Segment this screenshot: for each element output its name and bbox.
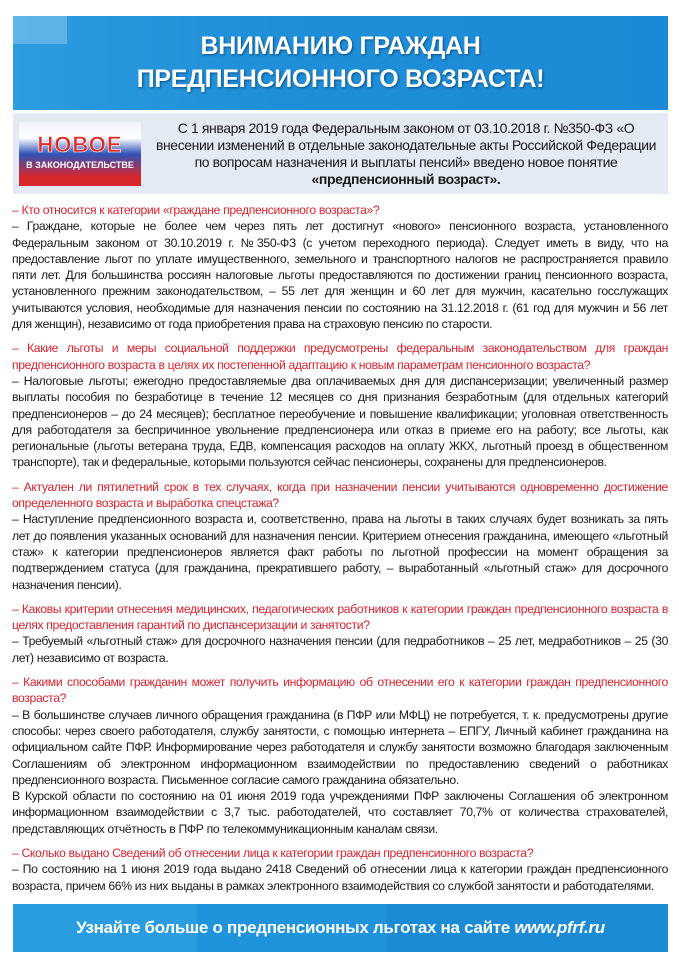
footer-banner — [13, 904, 668, 952]
faq-answer: – Граждане, которые не более чем через пять лет достигнут «нового» пенсионного возраста, установленного Федеральным законом от 30.10.2019 г. №350-ФЗ (с учетом переходного периода). Следует иметь в виду, что на предоставление льгот по уплате имущественного, земельного и транспортного налогов не распространяется правило пяти лет. Для большинства россиян налоговые льготы предоставляются по достижении границ пенсионного возраста, установленного прежним законодательством, – 55 лет для женщин и 60 лет для мужчин, касательно госслужащих учитываются условия, необходимые для назначения пенсии по состоянию на 31.12.2018 г. (61 год для мужчин и 56 лет для женщин), независимо от года приобретения права на страховую пенсию по старости. — [12, 219, 668, 332]
faq-question: – Актуален ли пятилетний срок в тех случаях, когда при назначении пенсии учитываются одновременно достижение определенного возраста и выработка спецстажа? — [12, 479, 668, 511]
footer-text: Узнайте больше о предпенсионных льготах на сайте — [76, 917, 515, 937]
faq-question: – Каковы критерии отнесения медицинских, педагогических работников к категории граждан предпенсионного возраста в целях предоставления гарантий по диспансеризации и занятости? — [12, 601, 668, 633]
faq-item-1 — [12, 202, 668, 332]
faq-answer-extra: В Курской области по состоянию на 01 июня 2019 года учреждениями ПФР заключены Соглашения об электронном информационном взаимодействии с 3,7 тыс. работодателей, что составляет 70,7% от количества страхователей, представляющих отчётность в ПФР по телекоммуникационным каналам связи. — [12, 789, 668, 836]
intro-panel — [13, 113, 668, 194]
faq-item-5 — [12, 674, 668, 837]
faq-answer: – Налоговые льготы; ежегодно предоставляемые два оплачиваемых дня для диспансеризации; увеличенный размер выплаты пособия по безработице в течение 12 месяцев со дня признания безработным (для отдельных категорий предпенсионеров – до 24 месяцев); бесплатное переобучение и повышение квалификации; уголовная ответственность для работодателя за беспричинное увольнение предпенсионера или отказ в приеме его на работу; все льготы, как региональные (льготы ветерана труда, ЕДВ, компенсация расходов на оплату ЖКХ, льготный проезд в общественном транспорте), так и федеральные, которыми пользуются сейчас пенсионеры, сохранены для предпенсионеров. — [12, 373, 668, 470]
faq-answer: – Наступление предпенсионного возраста и, соответственно, права на льготы в таких случаях будет возникать за пять лет до появления указанных оснований для назначения пенсии. Критерием отнесения гражданина, имеющего «льготный стаж» к категории предпенсионеров является факт работы по льготной профессии на момент обращения за подтверждением статуса (для гражданина, прекратившего работу, – выработанный «льготный стаж» для досрочного назначения пенсии). — [12, 512, 668, 592]
faq-answer: – В большинстве случаев личного обращения гражданина (в ПФР или МФЦ) не потребуется, т. к. предусмотрены другие способы: через своего работодателя, службу занятости, с помощью интернета – ЕПГУ, Личный кабинет гражданина на официальном сайте ПФР. Информирование через работодателя и службу занятости возможно благодаря заключенным Соглашениям об электронном информационном взаимодействии по предоставлению сведений о работниках предпенсионного возраста. Письменное согласие самого гражданина обязательно. — [12, 707, 668, 787]
faq-answer: – Требуемый «льготный стаж» для досрочного назначения пенсии (для педработников – 25 лет, медработников – 25 (30 лет) независимо от возраста. — [12, 634, 668, 665]
faq-question: – Сколько выдано Сведений об отнесении лица к категории граждан предпенсионного возраста? — [12, 845, 534, 860]
intro-body: С 1 января 2019 года Федеральным законом от 03.10.2018 г. №350-ФЗ «О внесении изменений в отдельные законодательные акты Российской Федерации по вопросам назначения и выплаты пенсий» введено новое понятие — [155, 120, 657, 170]
faq-item-3 — [12, 479, 668, 593]
intro-text — [148, 120, 664, 188]
faq-question: – Какие льготы и меры социальной поддержки предусмотрены федеральным законодательством для граждан предпенсионного возраста в целях их постепенной адаптацию к новым параметрам пенсионного возраста? — [12, 341, 668, 372]
intro-term: «предпенсионный возраст». — [311, 171, 501, 187]
new-legislation-flag-image — [19, 122, 141, 186]
faq-item-6 — [12, 845, 668, 894]
header-title-line2: ПРЕДПЕНСИОННОГО ВОЗРАСТА! — [136, 65, 545, 93]
badge-subtitle: В ЗАКОНОДАТЕЛЬСТВЕ — [26, 160, 134, 170]
faq-item-2 — [12, 340, 668, 470]
faq-question: – Кто относится к категории «граждане предпенсионного возраста»? — [12, 203, 380, 217]
faq-question: – Какими способами гражданин может получить информацию об отнесении его к категории граждан предпенсионного возраста? — [12, 675, 668, 706]
header-title-line1: ВНИМАНИЮ ГРАЖДАН — [200, 32, 481, 60]
page-header — [13, 16, 668, 110]
badge-title: НОВОЕ — [37, 132, 123, 157]
footer-link[interactable]: www.pfrf.ru — [514, 917, 605, 937]
faq-answer: – По состоянию на 1 июня 2019 года выдано 2418 Сведений об отнесении лица к категории граждан предпенсионного возраста, причем 66% из них выданы в рамках электронного взаимодействия со службой занятости и работодателями. — [12, 862, 668, 893]
faq-item-4 — [12, 601, 668, 666]
